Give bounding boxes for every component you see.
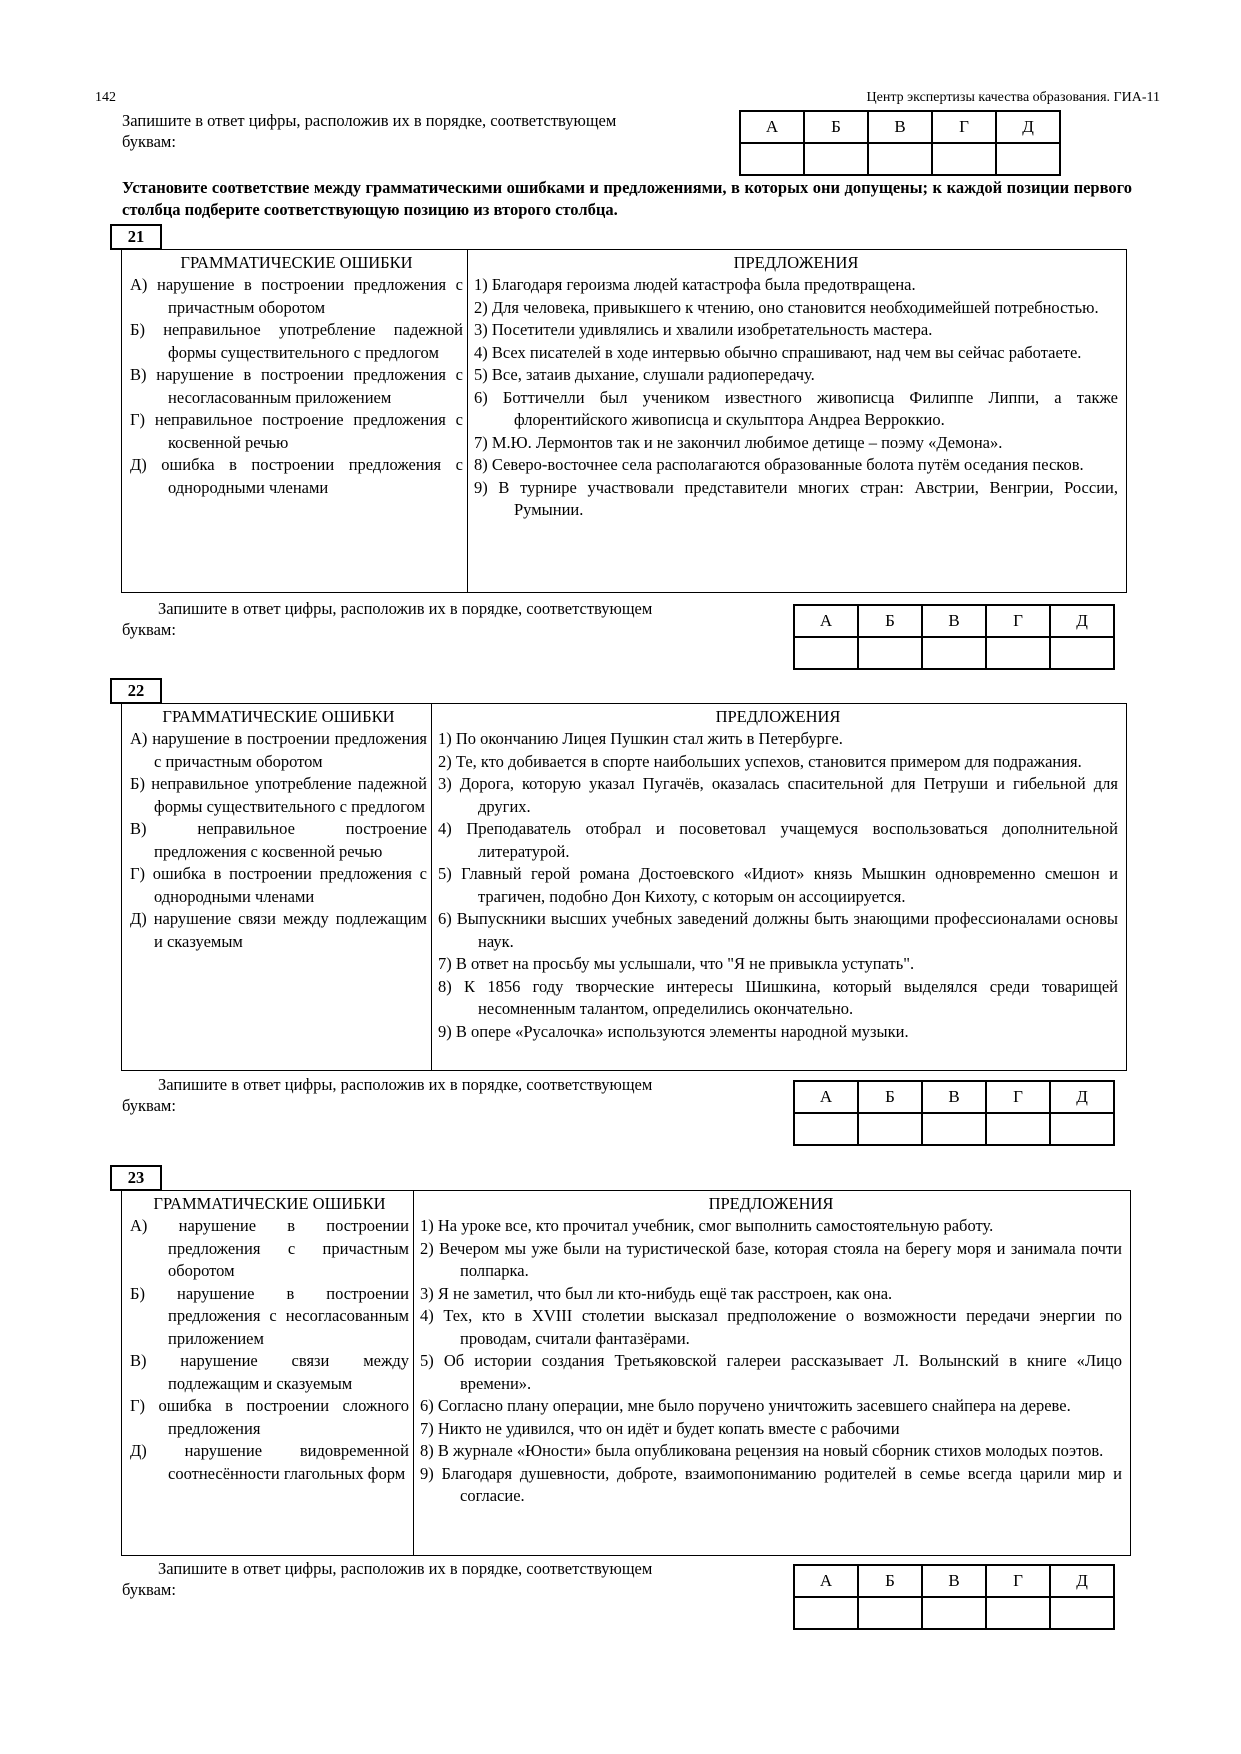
error-item: Д) ошибка в построении предложения с однородными членами xyxy=(130,455,463,497)
sentence-item: 4) Всех писателей в ходе интервью обычно спрашивают, над чем вы сейчас работаете. xyxy=(474,342,1082,362)
answer-cell[interactable] xyxy=(1050,637,1114,669)
task-number-22: 22 xyxy=(110,678,162,704)
sentence-item: 3) Посетители удивлялись и хвалили изобретательность мастера. xyxy=(474,320,933,339)
answer-cell[interactable] xyxy=(858,1597,922,1629)
answer-letter-g: Г xyxy=(986,605,1050,637)
error-item: Б) нарушение в построении предложения с несогласованным приложением xyxy=(130,1283,409,1348)
error-item: В) нарушение связи между подлежащим и сказуемым xyxy=(130,1351,409,1393)
answer-instruction-23 xyxy=(122,1558,777,1600)
answer-letter-g: Г xyxy=(986,1081,1050,1113)
sentence-item: 5) Главный герой романа Достоевского «Идиот» князь Мышкин одновременно смешон и трагичен, подобно Дон Кихоту, с которым он ассоциируется. xyxy=(438,864,1118,906)
answer-instruction-line2: буквам: xyxy=(122,620,176,639)
sentence-item: 6) Выпускники высших учебных заведений должны быть знающими профессионалами основы наук. xyxy=(438,909,1118,951)
answer-letter-b: Б xyxy=(858,1081,922,1113)
sentence-item: 1) Благодаря героизма людей катастрофа была предотвращена. xyxy=(474,275,916,294)
errors-header: ГРАММАТИЧЕСКИЕ ОШИБКИ xyxy=(162,707,395,726)
errors-column xyxy=(122,704,432,1070)
sentence-item: 8) К 1856 году творческие интересы Шишкина, который выделялся среди товарищей несомненным талантом, определились окончательно. xyxy=(438,976,1118,1018)
answer-cell[interactable] xyxy=(996,143,1060,175)
answer-cell[interactable] xyxy=(922,1597,986,1629)
sentence-item: 4) Преподаватель отобрал и посоветовал учащемуся воспользоваться дополнительной литературой. xyxy=(438,819,1118,861)
answer-cell[interactable] xyxy=(740,143,804,175)
answer-cell[interactable] xyxy=(804,143,868,175)
answer-cell[interactable] xyxy=(922,637,986,669)
sentence-item: 7) Никто не удивился, что он идёт и будет копать вместе с рабочими xyxy=(420,1418,900,1438)
answer-table-22 xyxy=(793,1080,1115,1146)
answer-letter-v: В xyxy=(922,1565,986,1597)
answer-letter-b: Б xyxy=(858,605,922,637)
answer-letter-a: А xyxy=(794,1565,858,1597)
sentence-item: 6) Боттичелли был учеником известного живописца Филиппе Липпи, а также флорентийского живописца и скульптора Андреа Верроккио. xyxy=(474,387,1118,429)
sentences-column xyxy=(414,1191,1130,1555)
match-table-23 xyxy=(121,1190,1131,1556)
answer-cell[interactable] xyxy=(922,1113,986,1145)
answer-letter-v: В xyxy=(868,111,932,143)
answer-cell[interactable] xyxy=(794,637,858,669)
errors-column xyxy=(122,250,468,592)
answer-letter-a: А xyxy=(794,605,858,637)
answer-cell[interactable] xyxy=(868,143,932,175)
answer-letter-a: А xyxy=(740,111,804,143)
answer-letter-g: Г xyxy=(986,1565,1050,1597)
answer-letter-d: Д xyxy=(1050,1565,1114,1597)
sentences-header: ПРЕДЛОЖЕНИЯ xyxy=(733,253,859,272)
answer-cell[interactable] xyxy=(858,1113,922,1145)
error-item: А) нарушение в построении предложения с причастным оборотом xyxy=(130,1216,409,1280)
sentence-item: 1) По окончанию Лицея Пушкин стал жить в Петербурге. xyxy=(438,729,843,748)
running-header: Центр экспертизы качества образования. ГИА-11 xyxy=(866,90,1160,105)
answer-letter-a: А xyxy=(794,1081,858,1113)
answer-cell[interactable] xyxy=(794,1597,858,1629)
answer-instruction-line2: буквам: xyxy=(122,1096,176,1115)
match-table-21 xyxy=(121,249,1127,593)
answer-cell[interactable] xyxy=(986,1597,1050,1629)
sentence-item: 7) М.Ю. Лермонтов так и не закончил любимое детище – поэму «Демона». xyxy=(474,432,1003,452)
page-number: 142 xyxy=(95,90,116,105)
sentence-item: 5) Об истории создания Третьяковской галереи рассказывает Л. Волынский в книге «Лицо времени». xyxy=(420,1351,1122,1393)
answer-cell[interactable] xyxy=(794,1113,858,1145)
sentences-column xyxy=(468,250,1126,592)
sentence-item: 4) Тех, кто в XVIII столетии высказал предположение о возможности передачи энергии по проводам, считали фантазёрами. xyxy=(420,1306,1122,1348)
sentence-item: 2) Вечером мы уже были на туристической базе, которая стояла на берегу моря и занимала почти полпарка. xyxy=(420,1238,1122,1280)
error-item: Г) ошибка в построении предложения с однородными членами xyxy=(130,864,427,906)
task-number-21: 21 xyxy=(110,224,162,250)
sentence-item: 9) В опере «Русалочка» используются элементы народной музыки. xyxy=(438,1021,909,1041)
error-item: Г) неправильное построение предложения с косвенной речью xyxy=(130,410,463,452)
task-instruction: Установите соответствие между грамматическими ошибками и предложениями, в которых они допущены; к каждой позиции первого столбца подберите соответствующую позицию из второго столбца. xyxy=(122,178,1132,219)
answer-letter-v: В xyxy=(922,605,986,637)
sentences-header: ПРЕДЛОЖЕНИЯ xyxy=(715,707,841,726)
answer-table-top xyxy=(739,110,1061,176)
answer-instruction-line1: Запишите в ответ цифры, расположив их в порядке, соответствующем xyxy=(158,1075,653,1094)
sentence-item: 9) Благодаря душевности, доброте, взаимопониманию родителей в семье всегда царили мир и согласие. xyxy=(420,1463,1122,1505)
error-item: Б) неправильное употребление падежной формы существительного с предлогом xyxy=(130,774,427,816)
errors-header: ГРАММАТИЧЕСКИЕ ОШИБКИ xyxy=(180,253,413,272)
sentence-item: 2) Для человека, привыкшего к чтению, оно становится необходимейшей потребностью. xyxy=(474,297,1099,317)
answer-letter-d: Д xyxy=(1050,605,1114,637)
answer-cell[interactable] xyxy=(858,637,922,669)
match-table-22 xyxy=(121,703,1127,1071)
sentences-header: ПРЕДЛОЖЕНИЯ xyxy=(708,1194,834,1213)
answer-cell[interactable] xyxy=(1050,1113,1114,1145)
answer-instruction-line1: Запишите в ответ цифры, расположив их в порядке, соответствующем xyxy=(122,111,617,130)
answer-instruction-line1: Запишите в ответ цифры, расположив их в порядке, соответствующем xyxy=(158,599,653,618)
answer-letter-v: В xyxy=(922,1081,986,1113)
sentence-item: 7) В ответ на просьбу мы услышали, что "Я не привыкла уступать". xyxy=(438,954,915,973)
sentence-item: 3) Дорога, которую указал Пугачёв, оказалась спасительной для Петруши и гибельной для других. xyxy=(438,774,1118,816)
sentence-item: 3) Я не заметил, что был ли кто-нибудь ещё так расстроен, как она. xyxy=(420,1283,893,1303)
error-item: Г) ошибка в построении сложного предложения xyxy=(130,1396,409,1438)
task-number-23: 23 xyxy=(110,1165,162,1191)
answer-letter-d: Д xyxy=(996,111,1060,143)
answer-table-23 xyxy=(793,1564,1115,1630)
answer-letter-b: Б xyxy=(858,1565,922,1597)
sentence-item: 8) Северо-восточнее села располагаются образованные болота путём оседания песков. xyxy=(474,455,1084,474)
answer-instruction-line2: буквам: xyxy=(122,1580,176,1599)
answer-cell[interactable] xyxy=(932,143,996,175)
error-item: Б) неправильное употребление падежной формы существительного с предлогом xyxy=(130,320,463,362)
sentence-item: 2) Те, кто добивается в спорте наибольших успехов, становится примером для подражания. xyxy=(438,751,1082,771)
answer-cell[interactable] xyxy=(1050,1597,1114,1629)
sentences-column xyxy=(432,704,1126,1070)
errors-column xyxy=(122,1191,414,1555)
error-item: А) нарушение в построении предложения с причастным оборотом xyxy=(130,729,427,771)
error-item: В) нарушение в построении предложения с несогласованным приложением xyxy=(130,365,463,407)
error-item: А) нарушение в построении предложения с причастным оборотом xyxy=(130,275,463,317)
sentence-item: 8) В журнале «Юности» была опубликована рецензия на новый сборник стихов молодых поэтов. xyxy=(420,1441,1104,1460)
error-item: Д) нарушение видовременной соотнесённости глагольных форм xyxy=(130,1441,409,1483)
answer-letter-b: Б xyxy=(804,111,868,143)
answer-cell[interactable] xyxy=(986,637,1050,669)
answer-letter-d: Д xyxy=(1050,1081,1114,1113)
sentence-item: 1) На уроке все, кто прочитал учебник, смог выполнить самостоятельную работу. xyxy=(420,1216,994,1235)
answer-instruction-22 xyxy=(122,1074,777,1116)
sentence-item: 5) Все, затаив дыхание, слушали радиопередачу. xyxy=(474,365,815,384)
answer-instruction-line1: Запишите в ответ цифры, расположив их в порядке, соответствующем xyxy=(158,1559,653,1578)
answer-table-21 xyxy=(793,604,1115,670)
answer-cell[interactable] xyxy=(986,1113,1050,1145)
errors-header: ГРАММАТИЧЕСКИЕ ОШИБКИ xyxy=(153,1194,386,1213)
answer-instruction-21 xyxy=(122,598,777,640)
sentence-item: 6) Согласно плану операции, мне было поручено уничтожить засевшего снайпера на дереве. xyxy=(420,1396,1071,1415)
error-item: В) неправильное построение предложения с косвенной речью xyxy=(130,819,427,861)
answer-instruction-top xyxy=(122,110,722,152)
answer-letter-g: Г xyxy=(932,111,996,143)
sentence-item: 9) В турнире участвовали представители многих стран: Австрии, Венгрии, России, Румынии. xyxy=(474,477,1118,519)
error-item: Д) нарушение связи между подлежащим и сказуемым xyxy=(130,909,427,951)
answer-instruction-line2: буквам: xyxy=(122,132,176,151)
